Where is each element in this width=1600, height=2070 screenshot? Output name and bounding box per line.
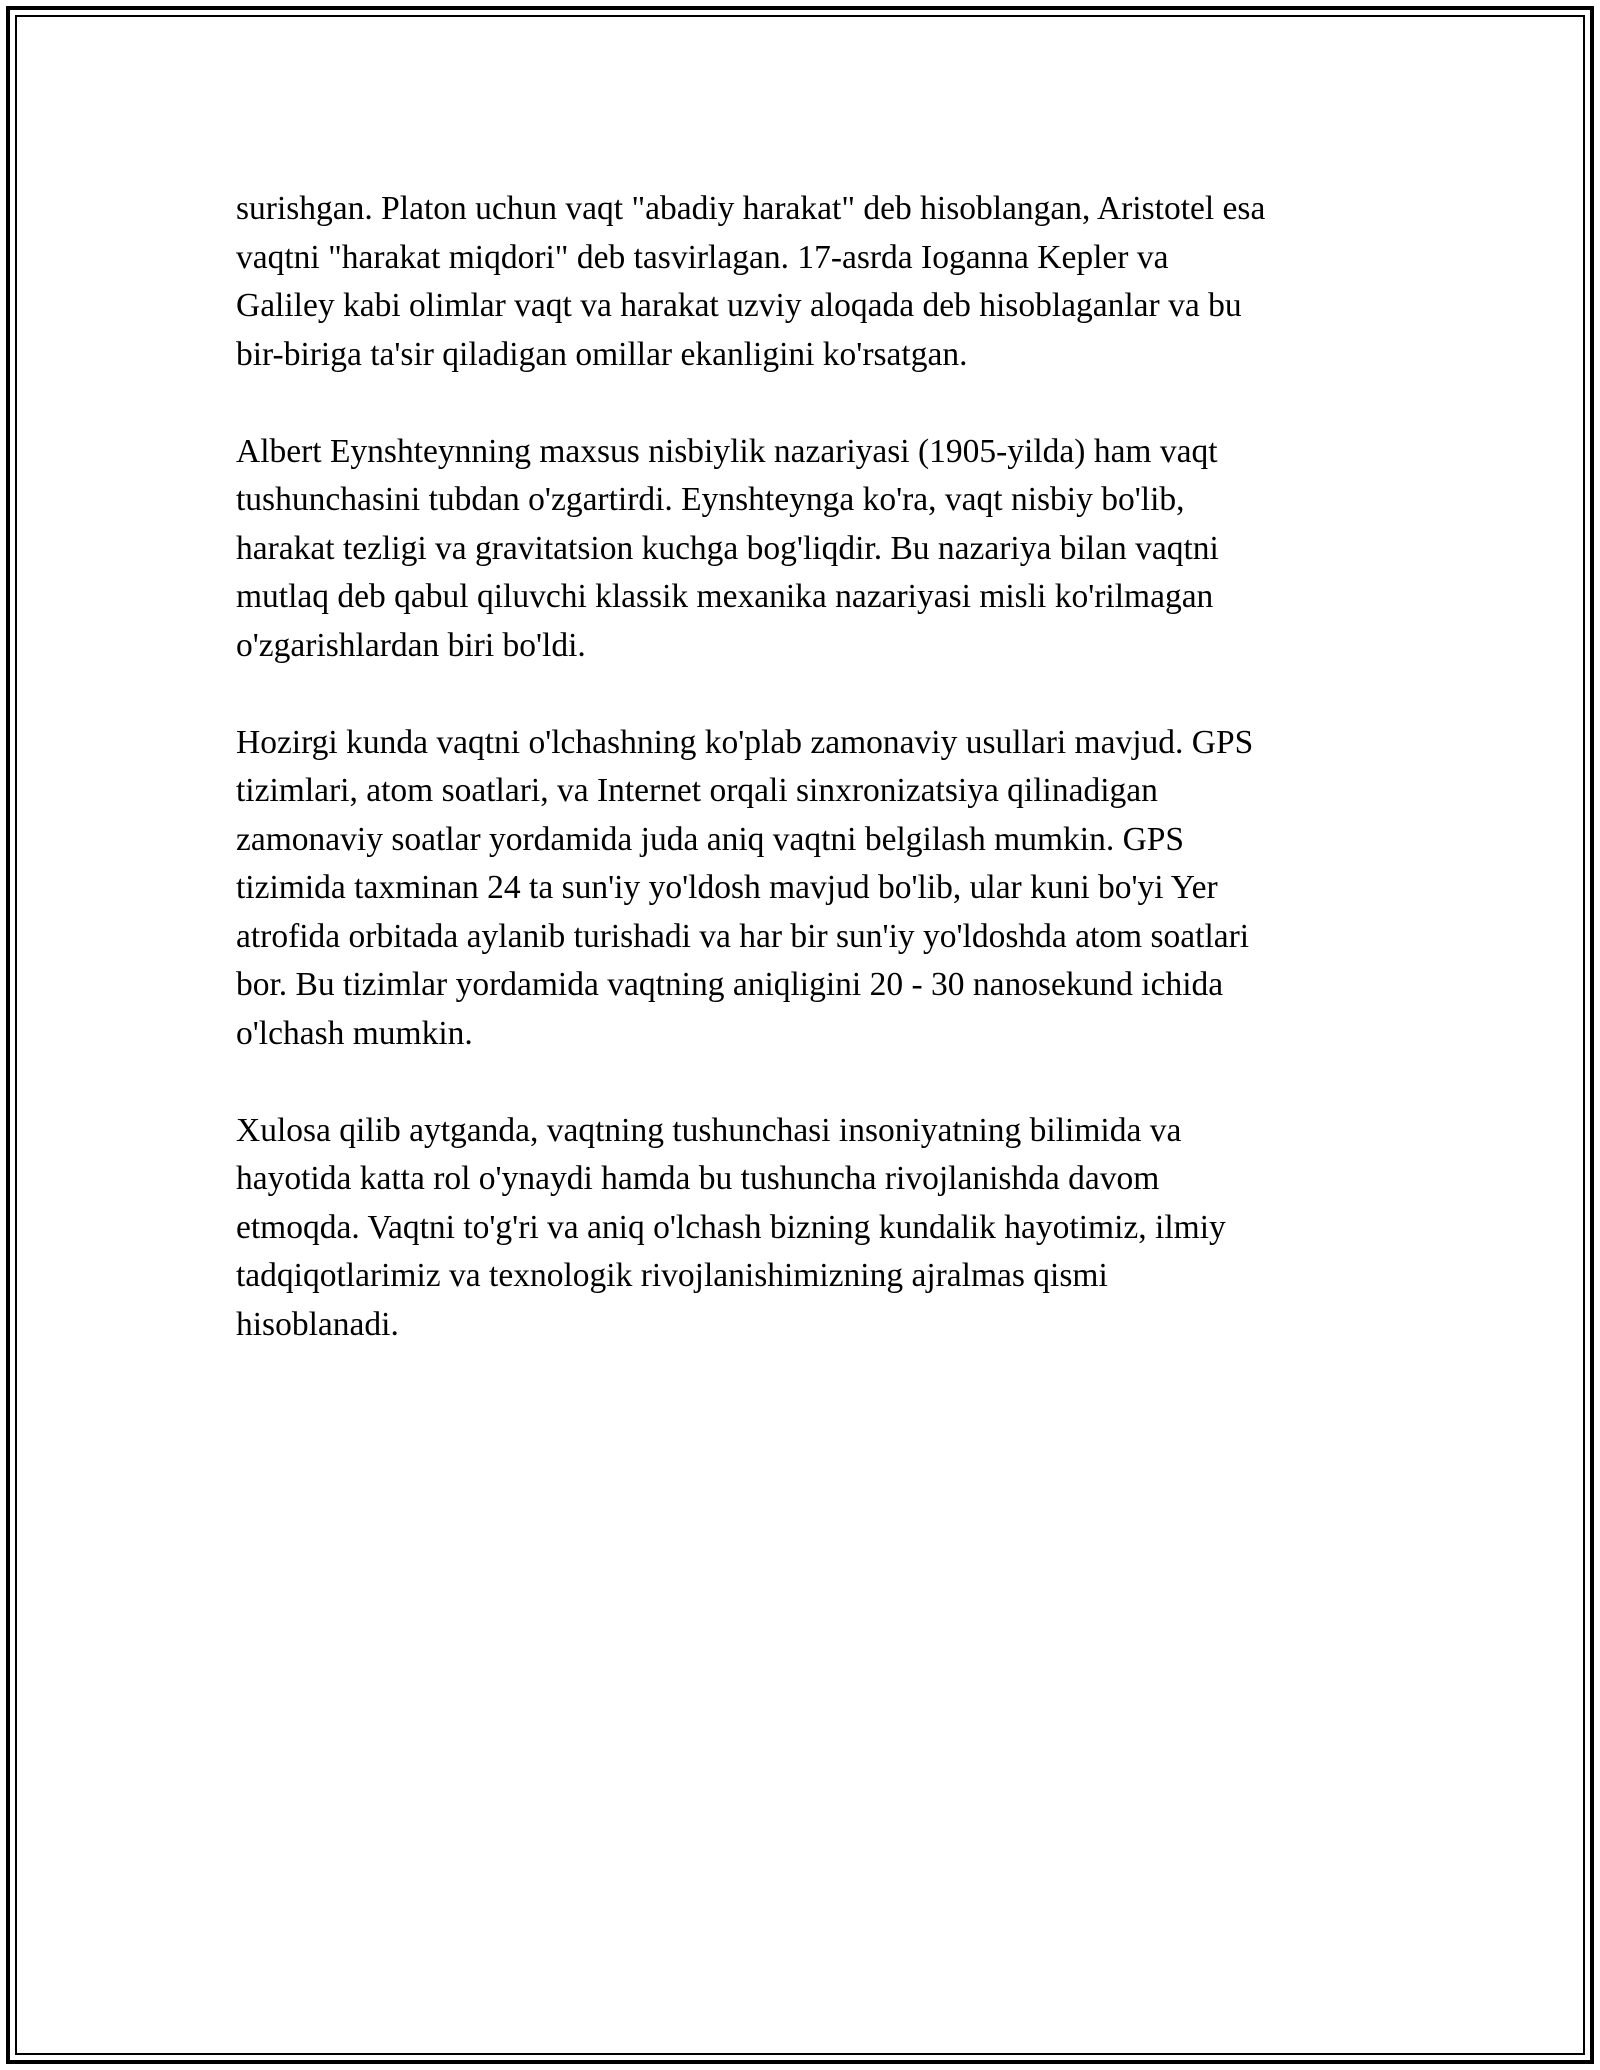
text-line: Xulosa qilib aytganda, vaqtning tushunchasi insoniyatning bilimida va	[236, 1111, 1182, 1149]
paragraph-einstein	[236, 428, 1376, 671]
text-line: mutlaq deb qabul qiluvchi klassik mexanika nazariyasi misli ko'rilmagan	[236, 578, 1214, 615]
text-line: surishgan. Platon uchun vaqt "abadiy harakat" deb hisoblangan, Aristotel esa	[236, 190, 1266, 227]
text-line: bor. Bu tizimlar yordamida vaqtning aniqligini 20 - 30 nanosekund ichida	[236, 966, 1224, 1003]
text-line: atrofida orbitada aylanib turishadi va har bir sun'iy yo'ldoshda atom soatlari	[236, 917, 1250, 955]
text-line: Albert Eynshteynning maxsus nisbiylik nazariyasi (1905-yilda) ham vaqt	[236, 432, 1218, 470]
text-line: Hozirgi kunda vaqtni o'lchashning ko'plab zamonaviy usullari mavjud. GPS	[236, 723, 1254, 761]
text-line: tizimida taxminan 24 ta sun'iy yo'ldosh mavjud bo'lib, ular kuni bo'yi Yer	[236, 869, 1218, 906]
text-line: vaqtni "harakat miqdori" deb tasvirlagan. 17-asrda Ioganna Kepler va	[236, 238, 1169, 276]
text-line: bir-biriga ta'sir qiladigan omillar ekanligini ko'rsatgan.	[236, 335, 968, 373]
text-line: Galiley kabi olimlar vaqt va harakat uzviy aloqada deb hisoblaganlar va bu	[236, 287, 1242, 324]
text-line: harakat tezligi va gravitatsion kuchga bog'liqdir. Bu nazariya bilan vaqtni	[236, 529, 1219, 567]
document-body	[236, 185, 1376, 1349]
paragraph-conclusion	[236, 1107, 1376, 1350]
paragraph-history	[236, 185, 1376, 379]
text-line: tadqiqotlarimiz va texnologik rivojlanishimizning ajralmas qismi	[236, 1257, 1108, 1294]
text-line: o'zgarishlardan biri bo'ldi.	[236, 626, 586, 664]
text-line: zamonaviy soatlar yordamida juda aniq vaqtni belgilash mumkin. GPS	[236, 820, 1185, 858]
text-line: tushunchasini tubdan o'zgartirdi. Eynshteynga ko'ra, vaqt nisbiy bo'lib,	[236, 481, 1185, 518]
text-line: tizimlari, atom soatlari, va Internet orqali sinxronizatsiya qilinadigan	[236, 772, 1158, 809]
paragraph-modern-measurement	[236, 719, 1376, 1059]
text-line: hisoblanadi.	[236, 1305, 399, 1343]
text-line: hayotida katta rol o'ynaydi hamda bu tushuncha rivojlanishda davom	[236, 1160, 1160, 1197]
text-line: o'lchash mumkin.	[236, 1014, 473, 1052]
text-line: etmoqda. Vaqtni to'g'ri va aniq o'lchash bizning kundalik hayotimiz, ilmiy	[236, 1208, 1226, 1246]
